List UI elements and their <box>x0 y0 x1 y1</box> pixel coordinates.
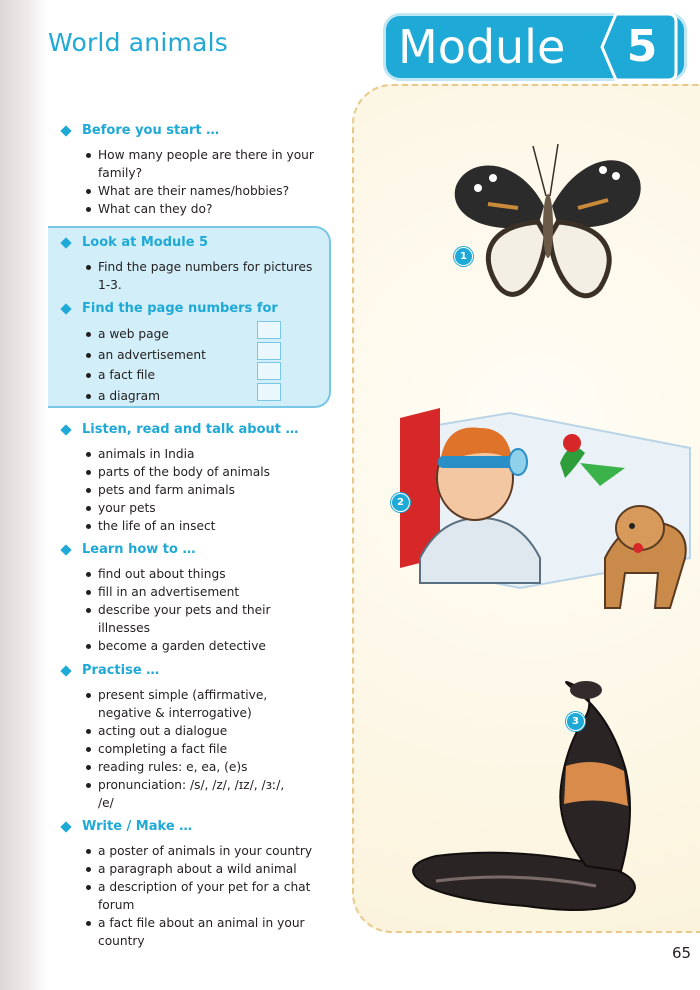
bullet-icon <box>86 572 91 577</box>
bullet-icon <box>86 921 91 926</box>
list-item: a paragraph about a wild animal <box>60 860 340 878</box>
bullet-icon <box>86 488 91 493</box>
page-title: World animals <box>48 28 228 57</box>
module-number: 5 <box>626 21 658 72</box>
bullet-list <box>60 324 320 406</box>
section-heading: Learn how to … <box>60 541 330 559</box>
diamond-bullet-icon <box>60 821 71 832</box>
list-item: acting out a dialogue <box>60 722 330 740</box>
picture-label-1: 1 <box>454 247 473 266</box>
list-item-continuation: /e/ <box>98 796 114 810</box>
list-item-continuation: negative & interrogative) <box>98 706 252 720</box>
answer-box-fact-file[interactable] <box>257 362 281 380</box>
diamond-bullet-icon <box>60 544 71 555</box>
bullet-icon <box>86 506 91 511</box>
bullet-icon <box>86 265 91 270</box>
list-item: a diagram <box>60 386 320 407</box>
bullet-icon <box>86 590 91 595</box>
butterfly-illustration <box>448 126 648 316</box>
boy-parrot-dog-illustration <box>400 408 700 638</box>
bullet-icon <box>86 394 91 399</box>
bullet-icon <box>86 153 91 158</box>
page-number: 65 <box>672 944 692 962</box>
bullet-icon <box>86 207 91 212</box>
module-word: Module <box>398 20 566 74</box>
bullet-icon <box>86 644 91 649</box>
bullet-list <box>60 565 330 655</box>
list-item: a fact file about an animal in your <box>60 914 340 932</box>
bullet-icon <box>86 747 91 752</box>
diamond-bullet-icon <box>60 237 71 248</box>
list-item: What are their names/hobbies? <box>60 182 320 200</box>
list-item-continuation: 1-3. <box>98 278 122 292</box>
list-item: find out about things <box>60 565 330 583</box>
list-item: your pets <box>60 499 330 517</box>
list-item-continuation: forum <box>98 898 135 912</box>
bullet-icon <box>86 470 91 475</box>
bullet-icon <box>86 452 91 457</box>
book-spine-shadow <box>0 0 48 990</box>
section-write-make <box>60 818 340 950</box>
section-heading: Practise … <box>60 662 330 680</box>
section-heading: Look at Module 5 <box>60 234 320 252</box>
list-item: pets and farm animals <box>60 481 330 499</box>
list-item: present simple (affirmative, <box>60 686 330 704</box>
bullet-list <box>60 686 330 812</box>
bullet-icon <box>86 608 91 613</box>
section-practise <box>60 662 330 812</box>
list-item: parts of the body of animals <box>60 463 330 481</box>
list-item: Find the page numbers for pictures <box>60 258 320 276</box>
picture-label-2: 2 <box>391 493 410 512</box>
cobra-illustration <box>396 676 656 926</box>
module-number-badge <box>602 10 682 84</box>
list-item: completing a fact file <box>60 740 330 758</box>
list-item: a web page <box>60 324 320 345</box>
diamond-bullet-icon <box>60 424 71 435</box>
section-look-at-module <box>60 234 320 294</box>
answer-box-diagram[interactable] <box>257 383 281 401</box>
bullet-icon <box>86 729 91 734</box>
bullet-icon <box>86 885 91 890</box>
bullet-list <box>60 146 320 218</box>
section-find-page-numbers <box>60 300 320 406</box>
section-heading: Find the page numbers for <box>60 300 320 318</box>
list-item: become a garden detective <box>60 637 330 655</box>
section-heading: Before you start … <box>60 122 320 140</box>
section-before-you-start <box>60 122 320 218</box>
list-item-continuation: country <box>98 934 145 948</box>
bullet-icon <box>86 353 91 358</box>
list-item: the life of an insect <box>60 517 330 535</box>
list-item: reading rules: e, ea, (e)s <box>60 758 330 776</box>
list-item: an advertisement <box>60 345 320 366</box>
answer-box-advertisement[interactable] <box>257 342 281 360</box>
list-item: animals in India <box>60 445 330 463</box>
bullet-icon <box>86 783 91 788</box>
list-item: a poster of animals in your country <box>60 842 340 860</box>
bullet-icon <box>86 693 91 698</box>
diamond-bullet-icon <box>60 303 71 314</box>
bullet-list <box>60 842 340 950</box>
section-learn-how-to <box>60 541 330 655</box>
bullet-list <box>60 258 320 294</box>
list-item: describe your pets and their <box>60 601 330 619</box>
list-item: fill in an advertisement <box>60 583 330 601</box>
list-item: How many people are there in your <box>60 146 320 164</box>
list-item: a fact file <box>60 365 320 386</box>
list-item-continuation: family? <box>98 166 143 180</box>
bullet-icon <box>86 849 91 854</box>
bullet-icon <box>86 373 91 378</box>
list-item: pronunciation: /s/, /z/, /ɪz/, /ɜː/, <box>60 776 330 794</box>
diamond-bullet-icon <box>60 665 71 676</box>
bullet-icon <box>86 189 91 194</box>
bullet-icon <box>86 524 91 529</box>
list-item: a description of your pet for a chat <box>60 878 340 896</box>
bullet-icon <box>86 765 91 770</box>
bullet-icon <box>86 867 91 872</box>
list-item: What can they do? <box>60 200 320 218</box>
section-heading: Listen, read and talk about … <box>60 421 330 439</box>
bullet-list <box>60 445 330 535</box>
bullet-icon <box>86 332 91 337</box>
diamond-bullet-icon <box>60 125 71 136</box>
section-listen-read-talk <box>60 421 330 535</box>
module-badge <box>386 16 684 78</box>
picture-label-3: 3 <box>566 712 585 731</box>
list-item-continuation: illnesses <box>98 621 150 635</box>
answer-box-web-page[interactable] <box>257 321 281 339</box>
section-heading: Write / Make … <box>60 818 340 836</box>
